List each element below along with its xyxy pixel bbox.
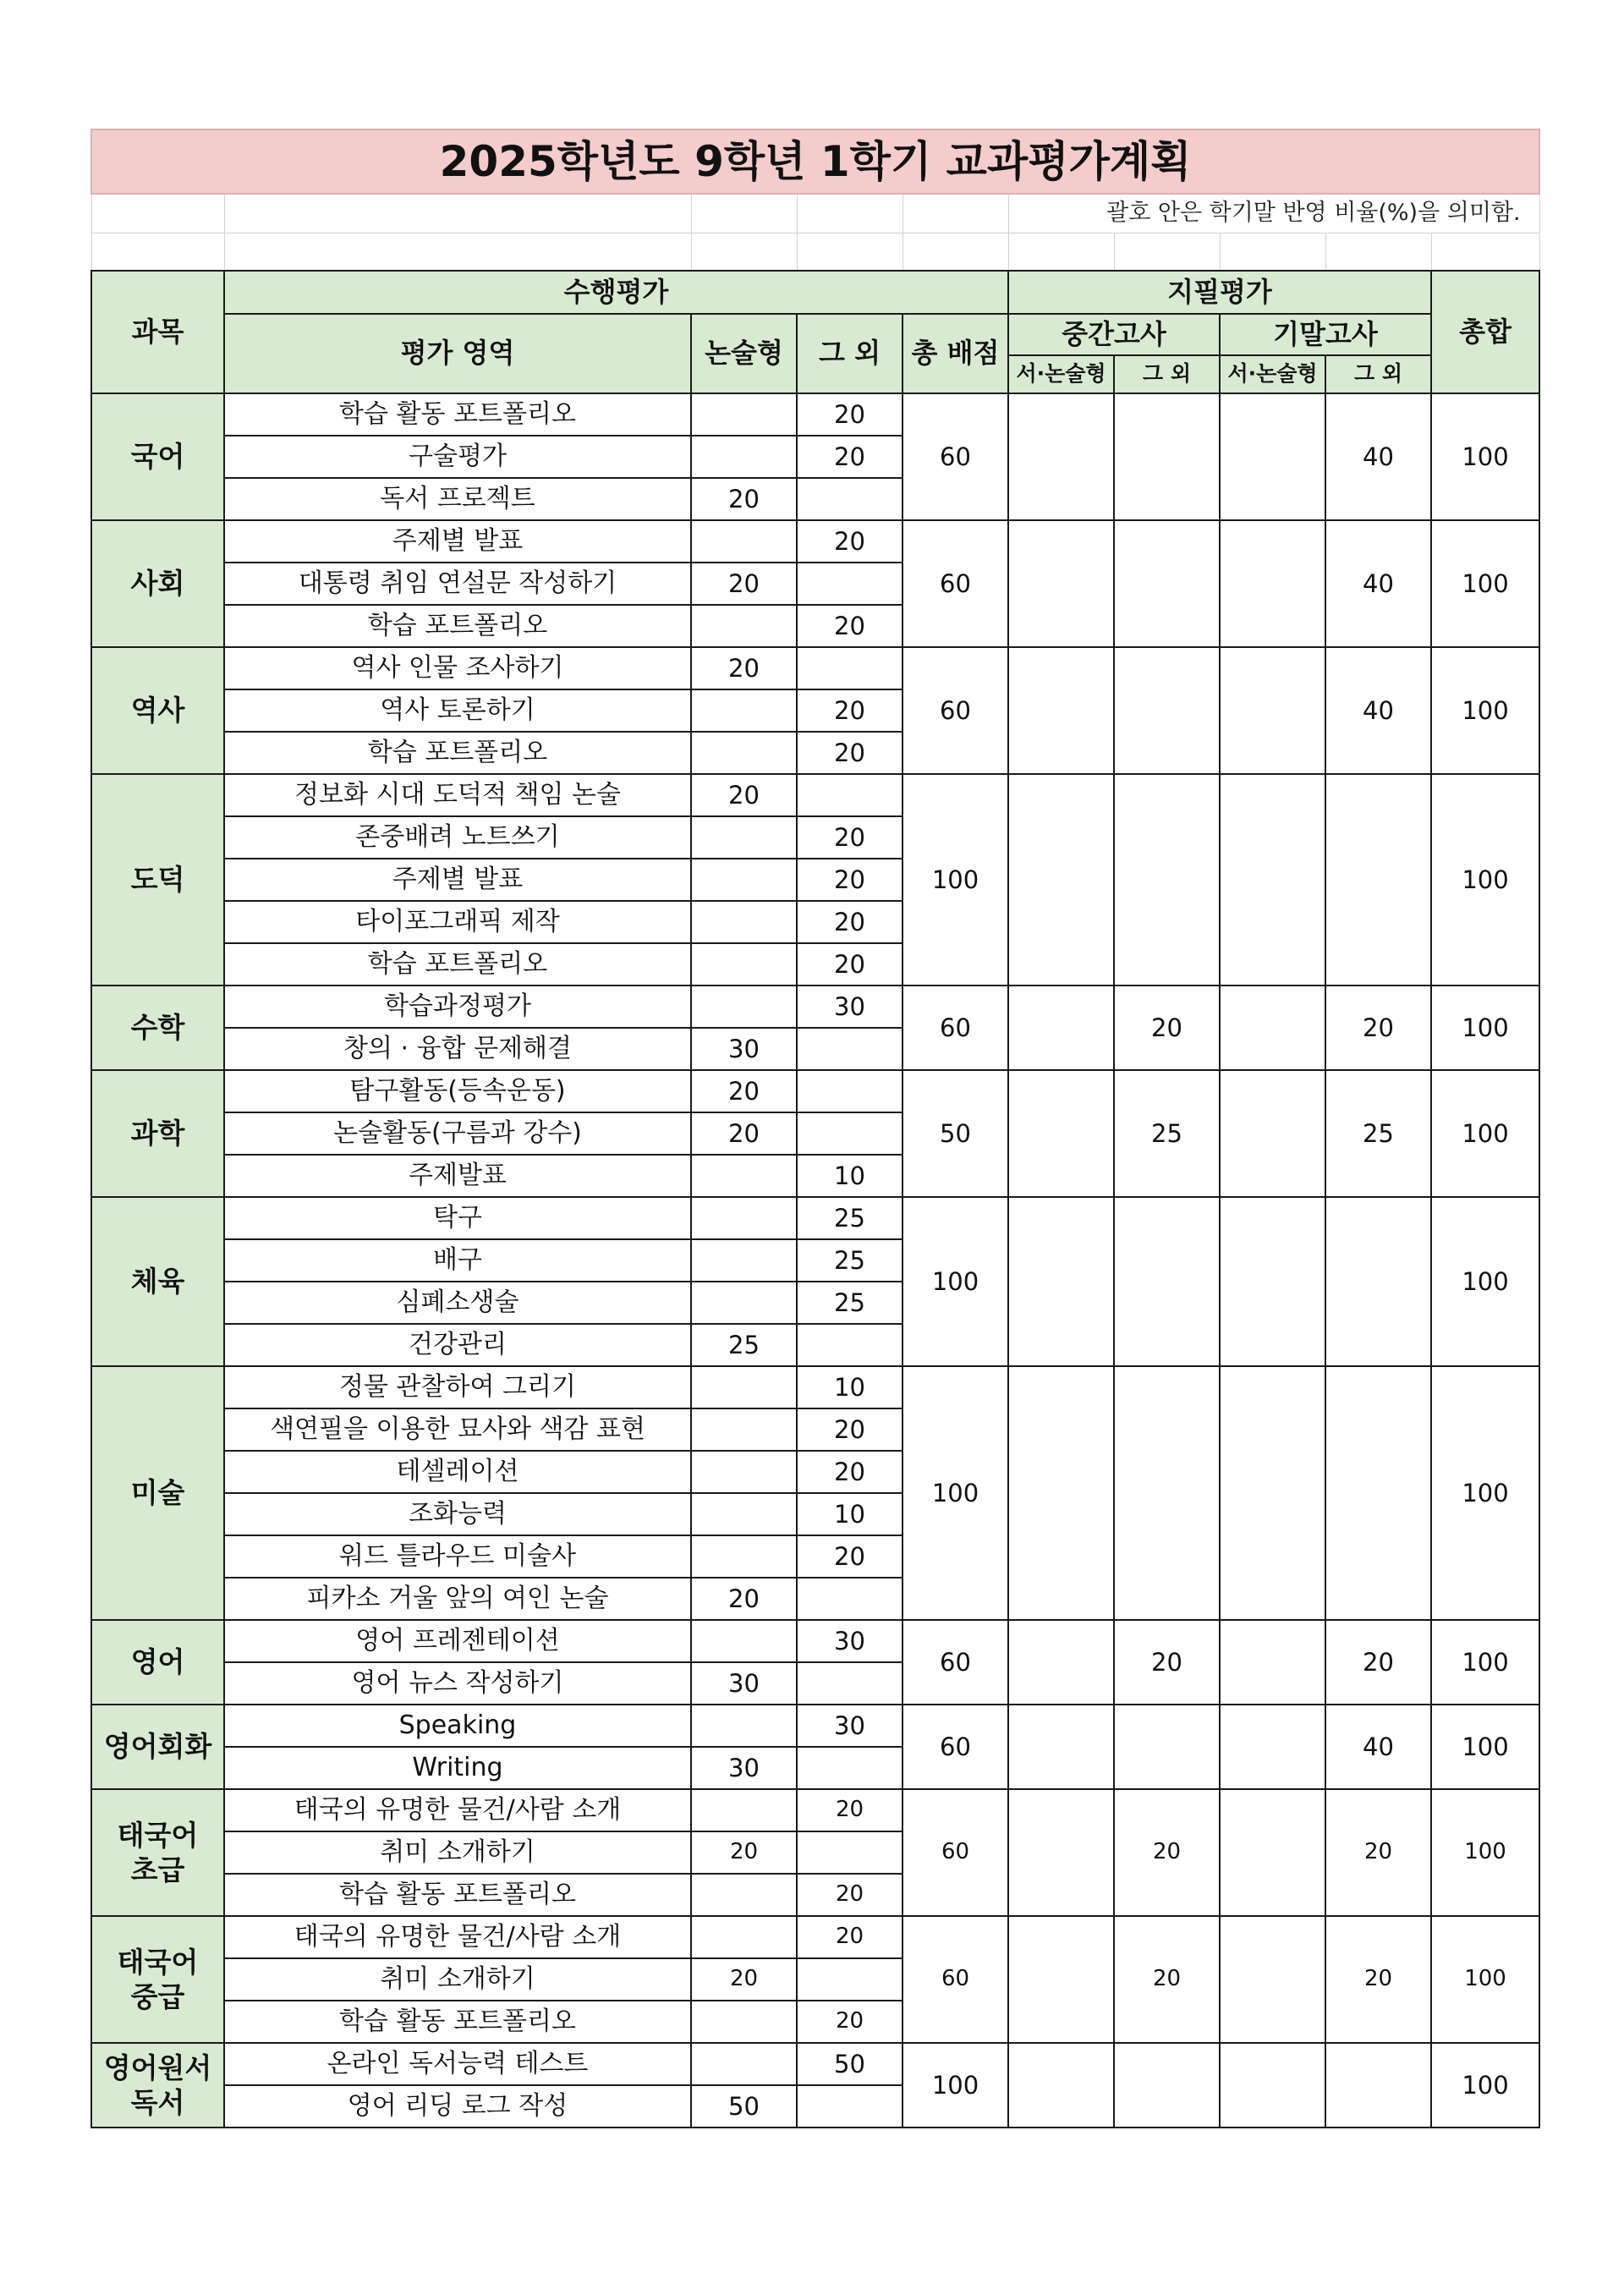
- other-score: [797, 1747, 903, 1789]
- other-score: 20: [797, 1916, 903, 1958]
- subject-name: 역사: [91, 647, 224, 774]
- final-essay: [1220, 774, 1325, 986]
- subject-sum: 100: [1431, 647, 1539, 774]
- midterm-essay: [1008, 1620, 1114, 1705]
- header-mid-essay: 서·논술형: [1008, 355, 1114, 393]
- final-other: [1325, 2043, 1431, 2128]
- evaluation-area: 대통령 취임 연설문 작성하기: [224, 563, 691, 605]
- evaluation-area: Writing: [224, 1747, 691, 1789]
- essay-score: [691, 1408, 797, 1451]
- essay-score: [691, 520, 797, 563]
- evaluation-area: 태국의 유명한 물건/사람 소개: [224, 1916, 691, 1958]
- evaluation-area: 조화능력: [224, 1493, 691, 1535]
- other-score: 20: [797, 1789, 903, 1831]
- subject-name: 태국어 중급: [91, 1916, 224, 2043]
- subject-sum: 100: [1431, 1197, 1539, 1366]
- table-row: [91, 986, 1539, 1028]
- midterm-essay: [1008, 1705, 1114, 1789]
- midterm-other: 20: [1114, 1916, 1220, 2043]
- evaluation-area: 학습 활동 포트폴리오: [224, 2001, 691, 2043]
- final-other: [1325, 1197, 1431, 1366]
- evaluation-area: 주제발표: [224, 1155, 691, 1197]
- midterm-other: 20: [1114, 1620, 1220, 1705]
- other-score: 20: [797, 1874, 903, 1916]
- other-score: [797, 1578, 903, 1620]
- subject-sum: 100: [1431, 986, 1539, 1070]
- essay-score: 20: [691, 1578, 797, 1620]
- midterm-other: [1114, 2043, 1220, 2128]
- essay-score: 20: [691, 1070, 797, 1112]
- header-essay: 논술형: [691, 314, 797, 393]
- table-row: [91, 2043, 1539, 2085]
- final-other: [1325, 1366, 1431, 1620]
- other-score: [797, 563, 903, 605]
- other-score: [797, 2085, 903, 2128]
- subject-sum: 100: [1431, 1620, 1539, 1705]
- evaluation-area: 역사 인물 조사하기: [224, 647, 691, 689]
- subject-sum: 100: [1431, 520, 1539, 647]
- other-score: 20: [797, 859, 903, 901]
- subject-name: 사회: [91, 520, 224, 647]
- note-row: [91, 194, 1539, 233]
- other-score: 20: [797, 689, 903, 732]
- evaluation-area: 온라인 독서능력 테스트: [224, 2043, 691, 2085]
- midterm-essay: [1008, 1070, 1114, 1197]
- other-score: [797, 1028, 903, 1070]
- midterm-other: [1114, 1197, 1220, 1366]
- midterm-other: [1114, 1366, 1220, 1620]
- midterm-other: [1114, 774, 1220, 986]
- evaluation-area: 타이포그래픽 제작: [224, 901, 691, 943]
- final-essay: [1220, 647, 1325, 774]
- page-title: 2025학년도 9학년 1학기 교과평가계획: [91, 129, 1539, 194]
- other-score: 10: [797, 1155, 903, 1197]
- table-row: [91, 647, 1539, 689]
- essay-score: [691, 1916, 797, 1958]
- evaluation-area: 건강관리: [224, 1324, 691, 1366]
- other-score: 20: [797, 520, 903, 563]
- subject-name: 영어: [91, 1620, 224, 1705]
- evaluation-area: 영어 프레젠테이션: [224, 1620, 691, 1662]
- subject-sum: 100: [1431, 393, 1539, 520]
- header-row-1: [91, 271, 1539, 314]
- total-score: 60: [903, 1620, 1008, 1705]
- essay-score: 20: [691, 647, 797, 689]
- total-score: 60: [903, 986, 1008, 1070]
- other-score: 20: [797, 1408, 903, 1451]
- blank-row: [91, 233, 1539, 271]
- evaluation-area: 배구: [224, 1239, 691, 1282]
- evaluation-area: 탐구활동(등속운동): [224, 1070, 691, 1112]
- essay-score: [691, 859, 797, 901]
- midterm-essay: [1008, 647, 1114, 774]
- other-score: 20: [797, 436, 903, 478]
- other-score: [797, 1112, 903, 1155]
- midterm-other: 20: [1114, 986, 1220, 1070]
- subject-name: 미술: [91, 1366, 224, 1620]
- total-score: 100: [903, 1197, 1008, 1366]
- final-essay: [1220, 393, 1325, 520]
- essay-score: [691, 393, 797, 436]
- midterm-essay: [1008, 1789, 1114, 1916]
- essay-score: 20: [691, 478, 797, 520]
- essay-score: [691, 1535, 797, 1578]
- subject-name: 체육: [91, 1197, 224, 1366]
- header-midterm: 중간고사: [1008, 314, 1220, 355]
- evaluation-area: 워드 틀라우드 미술사: [224, 1535, 691, 1578]
- other-score: 25: [797, 1282, 903, 1324]
- essay-score: [691, 1197, 797, 1239]
- other-score: 20: [797, 2001, 903, 2043]
- other-score: [797, 1831, 903, 1874]
- total-score: 60: [903, 1705, 1008, 1789]
- other-score: 20: [797, 816, 903, 859]
- evaluation-area: 학습 활동 포트폴리오: [224, 1874, 691, 1916]
- evaluation-area: 취미 소개하기: [224, 1958, 691, 2001]
- essay-score: [691, 1366, 797, 1408]
- evaluation-area: 피카소 거울 앞의 여인 논술: [224, 1578, 691, 1620]
- evaluation-area: 구술평가: [224, 436, 691, 478]
- table-row: [91, 1705, 1539, 1747]
- total-score: 100: [903, 1366, 1008, 1620]
- other-score: 25: [797, 1239, 903, 1282]
- header-written: 지필평가: [1008, 271, 1431, 314]
- subject-sum: 100: [1431, 1070, 1539, 1197]
- evaluation-area: 영어 리딩 로그 작성: [224, 2085, 691, 2128]
- evaluation-area: 정물 관찰하여 그리기: [224, 1366, 691, 1408]
- subject-name: 과학: [91, 1070, 224, 1197]
- other-score: 10: [797, 1493, 903, 1535]
- essay-score: [691, 1282, 797, 1324]
- essay-score: 20: [691, 1831, 797, 1874]
- midterm-other: [1114, 393, 1220, 520]
- essay-score: 20: [691, 563, 797, 605]
- header-total: 총합: [1431, 271, 1539, 393]
- title-row: [91, 129, 1539, 194]
- midterm-essay: [1008, 986, 1114, 1070]
- subject-name: 영어원서 독서: [91, 2043, 224, 2128]
- essay-score: 50: [691, 2085, 797, 2128]
- essay-score: 25: [691, 1324, 797, 1366]
- final-other: 40: [1325, 520, 1431, 647]
- evaluation-area: 주제별 발표: [224, 520, 691, 563]
- evaluation-area: Speaking: [224, 1705, 691, 1747]
- total-score: 60: [903, 393, 1008, 520]
- total-score: 100: [903, 774, 1008, 986]
- header-other: 그 외: [797, 314, 903, 393]
- other-score: 20: [797, 943, 903, 986]
- final-other: 20: [1325, 1916, 1431, 2043]
- other-score: 50: [797, 2043, 903, 2085]
- other-score: [797, 774, 903, 816]
- essay-score: [691, 605, 797, 647]
- evaluation-area: 태국의 유명한 물건/사람 소개: [224, 1789, 691, 1831]
- essay-score: 20: [691, 1958, 797, 2001]
- final-other: 40: [1325, 393, 1431, 520]
- subject-name: 수학: [91, 986, 224, 1070]
- evaluation-area: 독서 프로젝트: [224, 478, 691, 520]
- essay-score: [691, 1451, 797, 1493]
- essay-score: [691, 816, 797, 859]
- subject-name: 태국어 초급: [91, 1789, 224, 1916]
- other-score: 20: [797, 605, 903, 647]
- evaluation-area: 학습 활동 포트폴리오: [224, 393, 691, 436]
- essay-score: [691, 986, 797, 1028]
- subject-sum: 100: [1431, 774, 1539, 986]
- other-score: 30: [797, 986, 903, 1028]
- other-score: 10: [797, 1366, 903, 1408]
- other-score: 20: [797, 1451, 903, 1493]
- final-other: 40: [1325, 1705, 1431, 1789]
- essay-score: [691, 689, 797, 732]
- other-score: 20: [797, 1535, 903, 1578]
- total-score: 100: [903, 2043, 1008, 2128]
- total-score: 60: [903, 520, 1008, 647]
- other-score: [797, 1070, 903, 1112]
- final-essay: [1220, 1197, 1325, 1366]
- evaluation-area: 존중배려 노트쓰기: [224, 816, 691, 859]
- midterm-other: 25: [1114, 1070, 1220, 1197]
- header-final-essay: 서·논술형: [1220, 355, 1325, 393]
- table-row: [91, 1070, 1539, 1112]
- essay-score: [691, 1155, 797, 1197]
- evaluation-area: 정보화 시대 도덕적 책임 논술: [224, 774, 691, 816]
- final-other: 40: [1325, 647, 1431, 774]
- evaluation-area: 학습과정평가: [224, 986, 691, 1028]
- evaluation-area: 영어 뉴스 작성하기: [224, 1662, 691, 1705]
- midterm-essay: [1008, 1916, 1114, 2043]
- midterm-other: [1114, 1705, 1220, 1789]
- evaluation-area: 심폐소생술: [224, 1282, 691, 1324]
- evaluation-area: 취미 소개하기: [224, 1831, 691, 1874]
- evaluation-plan-table: [91, 129, 1540, 2128]
- header-row-2: [91, 314, 1539, 355]
- other-score: [797, 647, 903, 689]
- other-score: 30: [797, 1705, 903, 1747]
- total-score: 60: [903, 1789, 1008, 1916]
- essay-score: 20: [691, 1112, 797, 1155]
- subject-name: 영어회화: [91, 1705, 224, 1789]
- other-score: 30: [797, 1620, 903, 1662]
- subject-sum: 100: [1431, 1789, 1539, 1916]
- essay-score: [691, 1705, 797, 1747]
- final-other: 20: [1325, 1620, 1431, 1705]
- evaluation-area: 탁구: [224, 1197, 691, 1239]
- final-essay: [1220, 2043, 1325, 2128]
- other-score: [797, 1324, 903, 1366]
- essay-score: [691, 436, 797, 478]
- midterm-essay: [1008, 520, 1114, 647]
- evaluation-area: 학습 포트폴리오: [224, 943, 691, 986]
- midterm-other: [1114, 647, 1220, 774]
- header-area: 평가 영역: [224, 314, 691, 393]
- final-essay: [1220, 1705, 1325, 1789]
- essay-score: 30: [691, 1747, 797, 1789]
- midterm-other: [1114, 520, 1220, 647]
- other-score: [797, 1958, 903, 2001]
- final-essay: [1220, 1070, 1325, 1197]
- table-row: [91, 1197, 1539, 1239]
- essay-score: [691, 1620, 797, 1662]
- other-score: 20: [797, 393, 903, 436]
- header-total-score: 총 배점: [903, 314, 1008, 393]
- subject-name: 국어: [91, 393, 224, 520]
- final-essay: [1220, 1366, 1325, 1620]
- header-final: 기말고사: [1220, 314, 1431, 355]
- evaluation-area: 학습 포트폴리오: [224, 732, 691, 774]
- table-row: [91, 393, 1539, 436]
- midterm-essay: [1008, 774, 1114, 986]
- other-score: [797, 1662, 903, 1705]
- subject-sum: 100: [1431, 1916, 1539, 2043]
- evaluation-area: 창의 · 융합 문제해결: [224, 1028, 691, 1070]
- total-score: 60: [903, 647, 1008, 774]
- table-row: [91, 1366, 1539, 1408]
- final-essay: [1220, 520, 1325, 647]
- final-other: 20: [1325, 986, 1431, 1070]
- table-row: [91, 774, 1539, 816]
- other-score: 20: [797, 732, 903, 774]
- final-essay: [1220, 1620, 1325, 1705]
- subject-sum: 100: [1431, 1705, 1539, 1789]
- evaluation-area: 역사 토론하기: [224, 689, 691, 732]
- evaluation-area: 테셀레이션: [224, 1451, 691, 1493]
- essay-score: 30: [691, 1028, 797, 1070]
- final-essay: [1220, 986, 1325, 1070]
- header-mid-other: 그 외: [1114, 355, 1220, 393]
- essay-score: [691, 1874, 797, 1916]
- essay-score: 30: [691, 1662, 797, 1705]
- evaluation-area: 색연필을 이용한 묘사와 색감 표현: [224, 1408, 691, 1451]
- essay-score: [691, 2001, 797, 2043]
- subject-sum: 100: [1431, 1366, 1539, 1620]
- table-row: [91, 1620, 1539, 1662]
- header-subject: 과목: [91, 271, 224, 393]
- other-score: 25: [797, 1197, 903, 1239]
- header-final-other: 그 외: [1325, 355, 1431, 393]
- midterm-essay: [1008, 2043, 1114, 2128]
- table-row: [91, 1916, 1539, 1958]
- evaluation-area: 주제별 발표: [224, 859, 691, 901]
- final-other: [1325, 774, 1431, 986]
- essay-score: [691, 1789, 797, 1831]
- essay-score: [691, 1493, 797, 1535]
- essay-score: [691, 732, 797, 774]
- midterm-essay: [1008, 393, 1114, 520]
- total-score: 60: [903, 1916, 1008, 2043]
- essay-score: [691, 1239, 797, 1282]
- final-essay: [1220, 1916, 1325, 2043]
- essay-score: 20: [691, 774, 797, 816]
- total-score: 50: [903, 1070, 1008, 1197]
- final-other: 20: [1325, 1789, 1431, 1916]
- subject-name: 도덕: [91, 774, 224, 986]
- midterm-essay: [1008, 1197, 1114, 1366]
- essay-score: [691, 901, 797, 943]
- final-other: 25: [1325, 1070, 1431, 1197]
- midterm-essay: [1008, 1366, 1114, 1620]
- final-essay: [1220, 1789, 1325, 1916]
- evaluation-area: 논술활동(구름과 강수): [224, 1112, 691, 1155]
- header-performance: 수행평가: [224, 271, 1008, 314]
- midterm-other: 20: [1114, 1789, 1220, 1916]
- other-score: [797, 478, 903, 520]
- essay-score: [691, 943, 797, 986]
- evaluation-area: 학습 포트폴리오: [224, 605, 691, 647]
- table-row: [91, 1789, 1539, 1831]
- note-text: 괄호 안은 학기말 반영 비율(%)을 의미함.: [1008, 194, 1539, 233]
- table-row: [91, 520, 1539, 563]
- other-score: 20: [797, 901, 903, 943]
- subject-sum: 100: [1431, 2043, 1539, 2128]
- essay-score: [691, 2043, 797, 2085]
